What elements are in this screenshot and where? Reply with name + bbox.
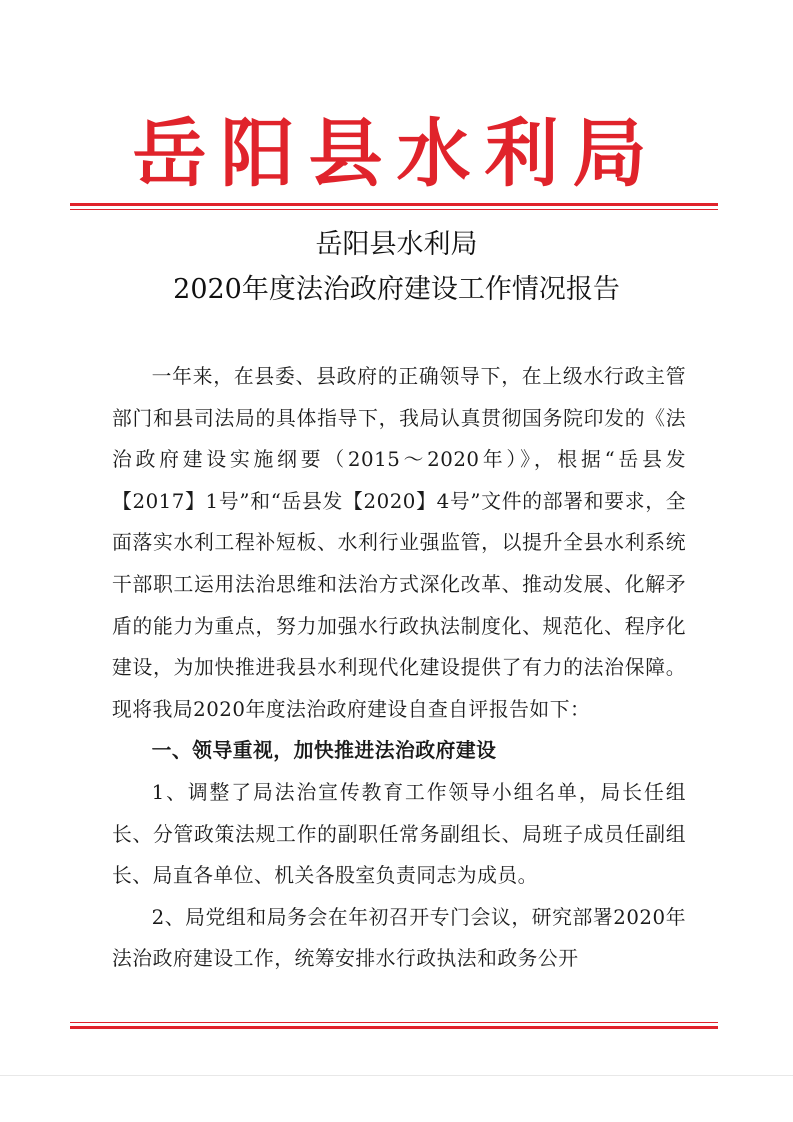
letterhead-title: 岳阳县水利局: [132, 111, 661, 197]
list-item: 2、局党组和局务会在年初召开专门会议，研究部署2020年法治政府建设工作，统筹安排水行政执法和政务公开: [112, 905, 686, 971]
scan-edge-line: [0, 1075, 793, 1076]
document-title-line1: 岳阳县水利局: [315, 229, 478, 260]
letterhead-divider: [70, 203, 718, 210]
list-item: 1、调整了局法治宣传教育工作领导小组名单，局长任组长、分管政策法规工作的副职任常务副组长、局班子成员任副组长、局直各单位、机关各股室负责同志为成员。: [112, 780, 686, 888]
divider-thick-line: [70, 1026, 718, 1029]
footer-divider: [70, 1022, 718, 1029]
document-body: [112, 356, 686, 980]
document-title-line2: 2020年度法治政府建设工作情况报告: [173, 274, 620, 305]
intro-paragraph: 一年来，在县委、县政府的正确领导下，在上级水行政主管部门和县司法局的具体指导下，我局认真贯彻国务院印发的《法治政府建设实施纲要（2015～2020年）》，根据“岳县发【2017】1号”和“岳县发【2020】4号”文件的部署和要求，全面落实水利工程补短板、水利行业强监管，以提升全县水利系统干部职工运用法治思维和法治方式深化改革、推动发展、化解矛盾的能力为重点，努力加强水行政执法制度化、规范化、程序化建设，为加快推进我县水利现代化建设提供了有力的法治保障。现将我局2020年度法治政府建设自查自评报告如下：: [112, 365, 686, 721]
section-heading: 一、领导重视，加快推进法治政府建设: [151, 738, 497, 763]
divider-thin-line: [70, 209, 718, 210]
